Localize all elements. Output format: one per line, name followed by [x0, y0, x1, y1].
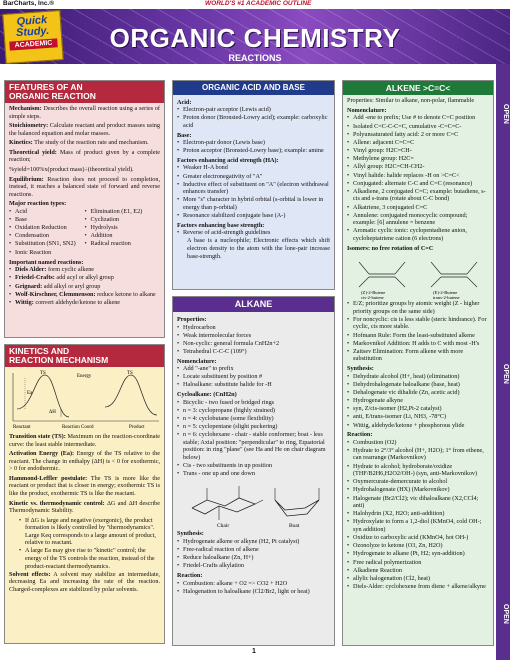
named-reaction-term: Wolf-Kirschner, Clemmenson:: [15, 290, 96, 298]
alkene-synthesis-item: • Dehydrate alcohol (H+, heat) (elimination): [347, 373, 489, 381]
kinetics-paragraph-term: Hammond-Leffler postulate:: [9, 474, 88, 482]
alkene-nomenclature-item: • Allyl group: H2C=CH-CH2-: [347, 163, 489, 171]
acid-item: • Electron-pair acceptor (Lewis acid): [177, 106, 330, 114]
alkene-reaction-item: • allylic halogenation (Cl2, heat): [347, 575, 489, 583]
isomer-item: • Zaitsev Elimination: Form alkene with more substitution: [347, 348, 489, 363]
alkane-heading: ALKANE: [173, 297, 334, 312]
alkene-reaction-item: • Hydrohalogenate (HX) (Markovnikov): [347, 486, 489, 494]
page-subtitle: REACTIONS: [228, 53, 282, 63]
dh-label: ΔH: [49, 410, 56, 415]
alkene-reaction-item: • Oxidize to carboxylic acid (KMnO4, hot OH-): [347, 534, 489, 542]
kinetics-body: [5, 431, 164, 597]
acid-base-heading: ORGANIC ACID AND BASE: [173, 81, 334, 95]
alkane-nomenclature-heading: Nomenclature:: [177, 357, 217, 365]
base-factor: • Reverse of acid-strength guidelines: [177, 229, 330, 237]
acid-factor: • Greater electronegativity of "A": [177, 173, 330, 181]
kinetics-title-line-2: REACTION MECHANISM: [9, 355, 109, 365]
alkane-reaction-item: • Combustion: alkane + O2 => CO2 + H2O: [177, 580, 330, 588]
isomer-item: • Hofmann Rule: Form the least-substituted alkene: [347, 332, 489, 340]
cycloalkane-item: • Cis - two substituents in up position: [177, 462, 330, 470]
reaction-type: • Condensation: [9, 232, 85, 240]
alkane-properties-heading: Properties:: [177, 315, 207, 323]
open-label: OPEN: [502, 364, 509, 384]
alkene-synthesis-item: • Dehydrohalogenate haloalkane (base, heat): [347, 381, 489, 389]
chair-boat-diagram: [177, 478, 332, 528]
reaction-type: • Elimination (E1, E2): [85, 208, 161, 216]
reaction-type: • Cyclization: [85, 216, 161, 224]
named-heading: Important named reactions:: [9, 258, 84, 266]
base-item: • Proton acceptor (Bronsted-Lowry base); example: amine: [177, 147, 330, 155]
open-label: OPEN: [502, 104, 509, 124]
feature-definition: [9, 176, 160, 199]
cis-butene-label: cis-2-butene: [361, 295, 384, 301]
alkene-synthesis-item: • Dehalogenate vic dihalide (Zn, acetic acid): [347, 389, 489, 397]
base-item: • Electron-pair donor (Lewis base): [177, 139, 330, 147]
named-reaction: [9, 291, 160, 299]
alkene-nomenclature-item: • Add -ene to prefix; Use # to denote C=C position: [347, 114, 489, 122]
page-title: ORGANIC CHEMISTRY: [109, 23, 401, 53]
alkane-box: [172, 296, 335, 646]
acid-base-box: [172, 80, 335, 290]
feature-definition: [9, 105, 160, 120]
alkene-nomenclature-item: • Conjugated: alternate C-C and C=C (resonance): [347, 180, 489, 188]
alkene-reaction-item: • Oxymercurate-demercurate to alcohol: [347, 478, 489, 486]
alkene-nomenclature-item: • Vinyl halide: halide replaces -H on >C=C<: [347, 172, 489, 180]
reactant-label: Reactant: [13, 425, 31, 430]
named-reaction-text: convert aldehyde/ketone to alkene: [35, 298, 121, 306]
solvent-term: Solvent effects:: [9, 570, 51, 578]
alkene-reaction-item: • Hydroxylate to form a 1,2-diol (KMnO4, cold OH-; syn addition): [347, 518, 489, 533]
cycloalkane-heading: Cycloalkane: (CnH2n): [177, 391, 237, 398]
alkane-reaction-item: • Halogenation to haloalkane (Cl2/Br2, light or heat): [177, 588, 330, 596]
alkene-body: [343, 95, 493, 593]
isomer-item: • E/Z; prioritize groups by atomic weight (Z - higher priority groups on the same side): [347, 300, 489, 315]
kinetics-paragraph: [9, 450, 160, 473]
e-butene-label: (E)-2-Butene: [433, 290, 458, 296]
quickstudy-logo: [2, 10, 63, 64]
named-reaction-term: Friedel-Crafts:: [15, 274, 55, 282]
energy-axis-label: Energy: [77, 374, 92, 379]
open-label: OPEN: [502, 604, 509, 624]
acid-factor: • Resonance stabilized conjugate base (A-): [177, 212, 330, 220]
alkene-nomenclature-item: • Vinyl group: H2C=CH-: [347, 147, 489, 155]
kinetics-box: [4, 344, 165, 644]
kinetics-paragraph-text: Maximum on the reaction-coordinate curve: the least stable intermediate.: [9, 433, 160, 448]
named-reaction-text: reduce ketone to alkane: [97, 290, 156, 298]
types-list: [9, 208, 160, 257]
alkene-nomenclature-heading: Nomenclature:: [347, 106, 387, 114]
named-reaction-text: add acyl or alkyl group: [56, 274, 114, 282]
isomers-heading: Isomers: no free rotation of C=C: [347, 244, 434, 252]
kinetics-paragraph-term: Transition state (TS):: [9, 433, 66, 440]
kinetics-title-line-1: KINETICS AND: [9, 346, 70, 356]
features-title-line-2: ORGANIC REACTION: [9, 91, 96, 101]
acid-factors-heading: Factors enhancing acid strength (HA):: [177, 156, 279, 164]
reaction-type: • Addition: [85, 232, 161, 240]
alkene-nomenclature-item: • Alkatriene, 3 conjugated C=C: [347, 204, 489, 212]
base-factors-heading: Factors enhancing base strength:: [177, 221, 265, 229]
named-reaction-text: form cyclic alkene: [48, 266, 95, 274]
cycloalkane-item: • n = 3: cyclopropane (highly strained): [177, 407, 330, 415]
alkane-property: • Hydrocarbon: [177, 324, 330, 332]
feature-definition-text: Mass of product given by a complete reaction;: [9, 148, 160, 164]
alkane-nomenclature-item: • Haloalkane: substitute halide for -H: [177, 381, 330, 389]
alkene-reaction-item: • Halogenate (Br2/Cl2); vic dihaloalkane (X2,CCl4; anti): [347, 495, 489, 510]
cycloalkane-item: • Bicyclic - two fused or bridged rings: [177, 399, 330, 407]
alkene-reaction-item: • Free radical polymerization: [347, 559, 489, 567]
named-reaction-term: Diels Alder:: [15, 266, 47, 274]
alkane-synthesis-item: • Free-radical reaction of alkene: [177, 546, 330, 554]
z-butene-label: (Z)-2-Butene: [361, 290, 386, 296]
title-banner: [0, 9, 510, 64]
acid-factor: • Weaker H-A bond: [177, 164, 330, 172]
alkene-nomenclature-item: • Isolated C=C-C-C=C, cumulative -C=C=C-: [347, 123, 489, 131]
named-reaction: [9, 299, 160, 307]
base-heading: Base:: [177, 131, 192, 139]
isomer-item: • For noncyclic: cis is less stable (steric hindrance). For cyclic, cis more stable.: [347, 316, 489, 331]
reaction-type: • Base: [9, 216, 85, 224]
trans-butene-label: trans-2-butene: [433, 295, 460, 301]
feature-definition-text: Reaction does not proceed to completion, instead, it reaches a balanced state of forward and reverse reactions.: [9, 175, 160, 198]
alkene-synthesis-heading: Synthesis:: [347, 365, 374, 373]
reaction-coord-label: Reaction Coord: [62, 425, 94, 430]
feature-definition-text: Calculate reactant and product masses using the balanced equation and molar masses.: [9, 122, 160, 137]
reaction-type: • Oxidation Reduction: [9, 224, 85, 232]
alkane-synthesis-heading: Synthesis:: [177, 530, 204, 538]
alkane-nomenclature-item: • Locate substituent by position #: [177, 373, 330, 381]
alkene-reaction-item: • Diels-Alder: cyclohexene from diene + alkene/alkyne: [347, 583, 489, 591]
alkene-nomenclature-item: • Methylene group: H2C=: [347, 155, 489, 163]
reaction-type: • Ionic Reaction: [9, 249, 85, 257]
reaction-type: • Hydrolysis: [85, 224, 161, 232]
feature-definition-term: Stoichiometry:: [9, 122, 49, 130]
feature-definition: [9, 122, 160, 137]
alkene-synthesis-item: • syn, Z/cis-isomer (H2,Pt-2 catalyst): [347, 405, 489, 413]
alkene-nomenclature-item: • Annulene: conjugated monocyclic compound; example: [6] annulene = benzene: [347, 212, 489, 227]
alkene-nomenclature-item: • Alkadiene, 2 conjugated C=C; example: butadiene, s-cis and s-trans (rotate about C-C bond): [347, 188, 489, 203]
kinetics-bullet: • A large Ea may give rise to "kinetic" control; the energy of the TS controls the reaction, instead of the product-reactant thermodynamics.: [19, 547, 160, 570]
cycloalkane-item: • n = 6: cyclohexane - chair - stable conformer; boat - less stable; Axial position: "perpendicular" to ring, Equatorial position: in ring "plane" (see Ha and He on chair diagram below): [177, 431, 330, 461]
feature-definition-term: Mechanism:: [9, 105, 42, 112]
alkene-box: [342, 80, 494, 646]
open-side-band: [496, 64, 510, 660]
kinetics-paragraph-term: Activation Energy (Ea):: [9, 450, 75, 458]
named-reaction-term: Grignard:: [15, 282, 43, 290]
reaction-type: • Acid: [9, 208, 85, 216]
logo-academic-label: ACADEMIC: [9, 38, 58, 50]
alkane-body: [173, 312, 334, 598]
feature-definition-term: Equilibrium:: [9, 175, 44, 183]
alkane-synthesis-item: • Friedel-Crafts alkylation: [177, 562, 330, 570]
feature-definition-text: Describes the overall reaction using a series of simple steps.: [9, 105, 160, 120]
feature-definition: [9, 149, 160, 164]
acid-base-body: [173, 95, 334, 264]
alkene-reaction-item: • Hydrate to alcohol; hydroborate/oxidize (THF/B2H6,H2O2/OH-) (syn, anti-Markovnikov): [347, 463, 489, 478]
product-label: Product: [129, 425, 145, 430]
ea-label: Ea: [27, 391, 33, 396]
alkene-reaction-item: • Combustion (O2): [347, 439, 489, 447]
features-title-line-1: FEATURES OF AN: [9, 82, 83, 92]
acid-factor: • More "s" character in hybrid orbital (s-orbital is lower in energy than p-orbital): [177, 196, 330, 211]
acid-item: • Proton donor (Bronsted-Lowry acid); example: carboxylic acid: [177, 114, 330, 129]
base-note: A base is a nucleophile; Electronic effects which shift electron density to the atom with the lone-pair increase base-strength.: [187, 237, 330, 260]
butene-isomers-diagram: [347, 252, 491, 300]
kinetics-bullet: • If ΔG is large and negative (exergonic), the product formation is likely controlled by "thermodynamics". Large Keq corresponds to a large amount of product, relative to reactant.: [19, 517, 160, 547]
page-number: 1: [252, 648, 256, 655]
named-reaction-text: add alkyl or aryl group: [43, 282, 101, 290]
named-reaction-term: Wittig:: [15, 298, 34, 306]
cycloalkane-item: • n = 5: cyclopentane (slight puckering): [177, 423, 330, 431]
alkene-heading: ALKENE >C=C<: [343, 81, 493, 95]
types-heading: Major reaction types:: [9, 200, 67, 208]
ts-label-2: TS: [127, 371, 133, 376]
alkene-nomenclature-item: • Allene: adjacent C=C=C: [347, 139, 489, 147]
kinetics-paragraph-text: The TS is more like the reactant or product that is closer in energy; exothermic TS is like the product, exothermic TS is like the reactant.: [9, 474, 160, 497]
cycloalkane-item: • n = 4: cyclobutane (some flexibility): [177, 415, 330, 423]
named-reaction: [9, 274, 160, 282]
acid-heading: Acid:: [177, 98, 192, 106]
alkene-properties: Properties: Similar to alkane, non-polar, flammable: [347, 97, 475, 105]
feature-definition-term: Kinetics:: [9, 139, 33, 147]
acid-factor: • Inductive effect of substituent on "A" (electron withdrawal enhances transfer): [177, 181, 330, 196]
alkene-synthesis-item: • Wittig, aldehyde/ketone + phosphorous ylide: [347, 422, 489, 430]
named-reaction: [9, 283, 160, 291]
alkene-reaction-item: • Alkadiene Reaction: [347, 567, 489, 575]
alkene-reaction-item: • Hydrogenate to alkane (Pt, H2; syn-addition): [347, 550, 489, 558]
logo-line-2: Study.: [15, 24, 50, 40]
alkene-reaction-item: • Ozonolyze to ketone (O3, Zn, H2O): [347, 542, 489, 550]
alkene-synthesis-item: • anti, E/trans-isomer (Li, NH3, -78°C): [347, 413, 489, 421]
ts-label: TS: [40, 371, 46, 376]
isomer-item: • Markovnikof Addition: H adds to C with most -H's: [347, 340, 489, 348]
alkane-property: • Weak intermolecular forces: [177, 332, 330, 340]
kinetics-paragraph: [9, 433, 160, 448]
feature-definition: [9, 139, 160, 147]
feature-definition-term: Theoretical yield:: [9, 148, 57, 156]
named-reaction: [9, 266, 160, 274]
feature-definition-text: %yield=100%x(product mass)÷(theoretical yield).: [9, 165, 134, 173]
alkene-nomenclature-item: • Polyunsaturated fatty acid: 2 or more C=C: [347, 131, 489, 139]
kinetics-paragraph-text: Energy of the TS relative to the reactant. The change in enthalpy (ΔH) is < 0 for exothermic, > 0 for endothermic.: [9, 450, 160, 473]
kinetics-heading: [5, 345, 164, 367]
top-bar: [0, 0, 510, 9]
alkane-property: • Non-cyclic: general formula CnH2n+2: [177, 340, 330, 348]
kinetics-paragraph: [9, 475, 160, 498]
publisher-name: BarCharts, Inc.®: [3, 0, 55, 7]
alkane-reaction-heading: Reaction:: [177, 571, 203, 579]
reaction-type: • Substitution (SN1, SN2): [9, 240, 85, 248]
kinetics-paragraph-text: ΔG and ΔH describe Thermodynamic Stability.: [9, 499, 161, 515]
features-box: [4, 80, 165, 338]
tagline: WORLD'S #1 ACADEMIC OUTLINE: [205, 0, 312, 7]
cycloalkane-item: • Trans - one up and one down: [177, 470, 330, 478]
chair-label: Chair: [217, 523, 230, 529]
kinetics-paragraph: [9, 500, 160, 515]
alkene-reaction-item: • Halohydrin (X2, H2O; anti-addition): [347, 510, 489, 518]
feature-definition: [9, 166, 160, 174]
alkane-nomenclature-item: • Add "-ane" to prefix: [177, 365, 330, 373]
solvent-text: A solvent may stabilize an intermediate, decreasing Ea and increasing the rate of the reaction. Charged-complexes are stabilized by polar solvents.: [9, 570, 160, 593]
alkene-reaction-heading: Reaction:: [347, 431, 373, 439]
alkene-synthesis-item: • Hydrogenate alkyne: [347, 397, 489, 405]
kinetics-paragraph-term: Kinetic vs. thermodynamic control:: [9, 499, 105, 507]
features-body: [5, 103, 164, 309]
energy-diagram: [7, 369, 165, 431]
alkane-property: • Tetrahedral C-C-C (109°): [177, 348, 330, 356]
alkene-nomenclature-item: • Aromatic cyclic ionic: cyclopentadiene anion, cycloheptatriene cation (6 electrons): [347, 227, 489, 242]
logo-line-1: Quick: [16, 13, 48, 29]
solvent-effects: [9, 571, 160, 594]
features-heading: [5, 81, 164, 103]
alkane-synthesis-item: • Reduce haloalkane (Zn, H+): [177, 554, 330, 562]
alkane-synthesis-item: • Hydrogenate alkene or alkyne (H2, Pt catalyst): [177, 538, 330, 546]
alkene-reaction-item: • Hydrate to 2°/3° alcohol (H+, H2O); 1° from ethene, can rearrange (Markovnikov): [347, 447, 489, 462]
reaction-type: • Radical reaction: [85, 240, 161, 248]
boat-label: Boat: [289, 523, 300, 529]
feature-definition-text: The study of the reaction rate and mechanism.: [34, 139, 149, 147]
